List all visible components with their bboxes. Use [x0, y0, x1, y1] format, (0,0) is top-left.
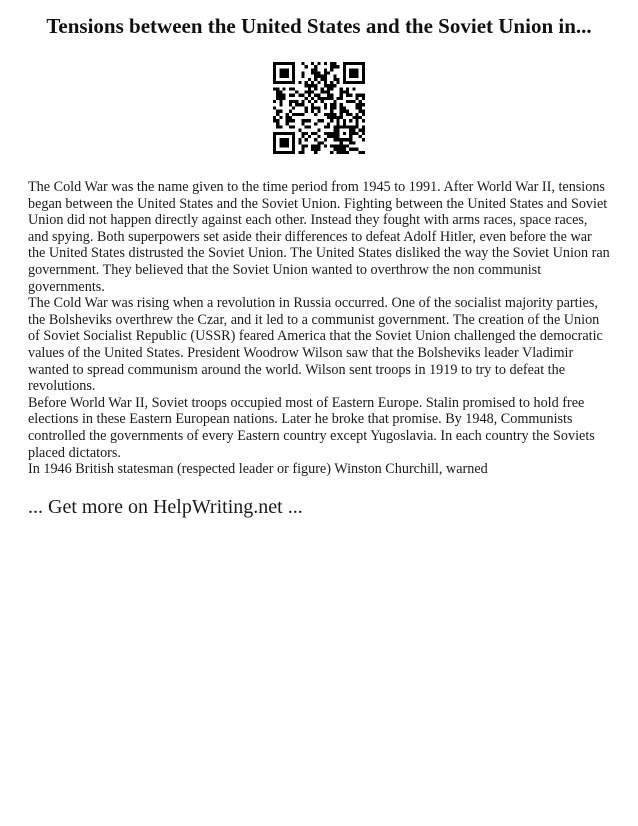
paragraph: The Cold War was rising when a revolution in Russia occurred. One of the socialist majority parties, the Bolsheviks overthrew the Czar, and it led to a communist government. The creation of the Union of Soviet Socialist Republic (USSR) feared America that the Soviet Union challenged the democratic values of the United States. President Woodrow Wilson saw that the Bolsheviks leader Vladimir wanted to spread communism around the world. Wilson sent troops in 1919 to try to defeat the revolutions.: [28, 295, 603, 395]
document-title: Tensions between the United States and the Soviet Union in...: [46, 14, 592, 38]
qr-code-icon: [273, 62, 365, 154]
paragraph: The Cold War was the name given to the time period from 1945 to 1991. After World War II, tensions began between the United States and the Soviet Union. Fighting between the United States and Soviet Union did not happen directly against each other. Instead they fought with arms races, space races, and spying. Both superpowers set aside their differences to defeat Adolf Hitler, even before the war the United States distrusted the Soviet Union. The United States disliked the way the Soviet Union ran government. They believed that the Soviet Union wanted to overthrow the non communist governments.: [28, 179, 610, 295]
paragraph: Before World War II, Soviet troops occupied most of Eastern Europe. Stalin promised to hold free elections in these Eastern European nations. Later he broke that promise. By 1948, Communists controlled the governments of every Eastern country except Yugoslavia. In each country the Soviets placed dictators.: [28, 394, 595, 461]
document-body: [28, 179, 610, 478]
promo-link[interactable]: ... Get more on HelpWriting.net ...: [28, 495, 303, 518]
paragraph: In 1946 British statesman (respected leader or figure) Winston Churchill, warned: [28, 461, 488, 478]
qr-code-container: [28, 62, 610, 154]
